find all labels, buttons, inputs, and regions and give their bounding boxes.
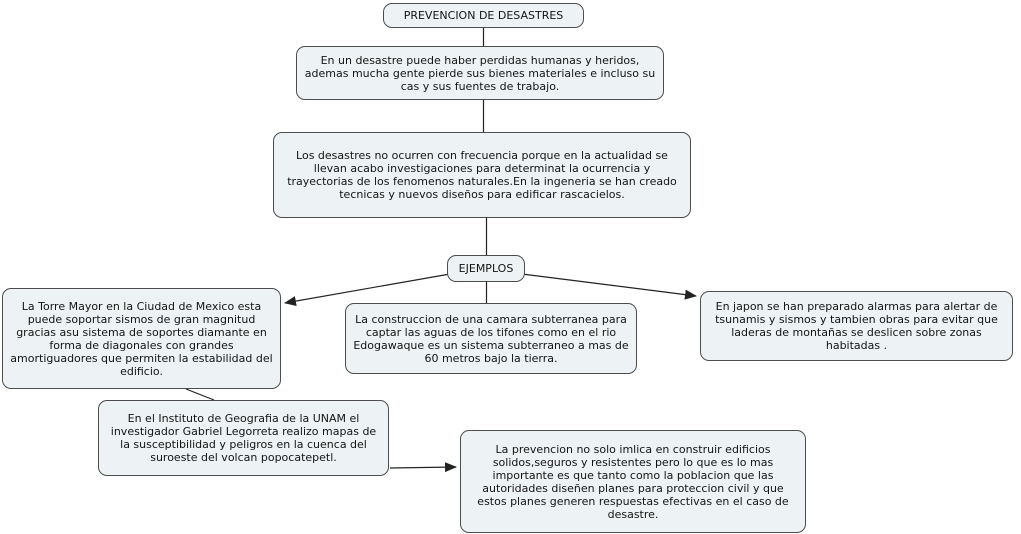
concept-node-camara-subterranea[interactable]: La construccion de una camara subterranea para captar las aguas de los tifones como en el rio Edogawaque es un sistema subterraneo a mas de 60 metros bajo la tierra. xyxy=(345,303,637,374)
concept-node-instituto-geografia-unam[interactable]: En el Instituto de Geografia de la UNAM el investigador Gabriel Legorreta realizo mapas de la susceptibilidad y peligros en la cuenca del suroeste del volcan popocatepetl. xyxy=(98,400,389,476)
concept-node-investigaciones[interactable]: Los desastres no ocurren con frecuencia porque en la actualidad se llevan acabo investigaciones para determinat la ocurrencia y trayectorias de los fenomenos naturales.En la ingeneria se han creado tecnicas y nuevos diseños para edificar rascacielos. xyxy=(273,132,691,218)
connector-ejemplos-to-torre-mayor xyxy=(285,274,450,303)
concept-node-impacto-desastre[interactable]: En un desastre puede haber perdidas humanas y heridos, ademas mucha gente pierde sus bienes materiales e incluso su cas y sus fuentes de trabajo. xyxy=(296,46,664,100)
concept-node-planes-proteccion-civil[interactable]: La prevencion no solo imlica en construir edificios solidos,seguros y resistentes pero lo que es lo mas importante es que tanto como la poblacion que las autoridades diseñen planes para proteccion civil y que estos planes generen respuestas efectivas en el caso de desastre. xyxy=(460,430,806,533)
connector-unam-to-prevencion xyxy=(390,467,456,468)
concept-node-prevencion-de-desastres[interactable]: PREVENCION DE DESASTRES xyxy=(383,3,584,28)
concept-node-ejemplos[interactable]: EJEMPLOS xyxy=(447,255,525,282)
connector-torre-mayor-to-unam xyxy=(186,389,214,400)
connector-ejemplos-to-japon xyxy=(522,274,696,296)
concept-node-japon-alarmas[interactable]: En japon se han preparado alarmas para alertar de tsunamis y sismos y tambien obras para evitar que laderas de montañas se deslicen sobre zonas habitadas . xyxy=(700,291,1013,361)
concept-node-torre-mayor[interactable]: La Torre Mayor en la Ciudad de Mexico esta puede soportar sismos de gran magnitud gracias asu sistema de soportes diamante en forma de diagonales con grandes amortiguadores que permiten la estabilidad del edificio. xyxy=(2,288,281,389)
